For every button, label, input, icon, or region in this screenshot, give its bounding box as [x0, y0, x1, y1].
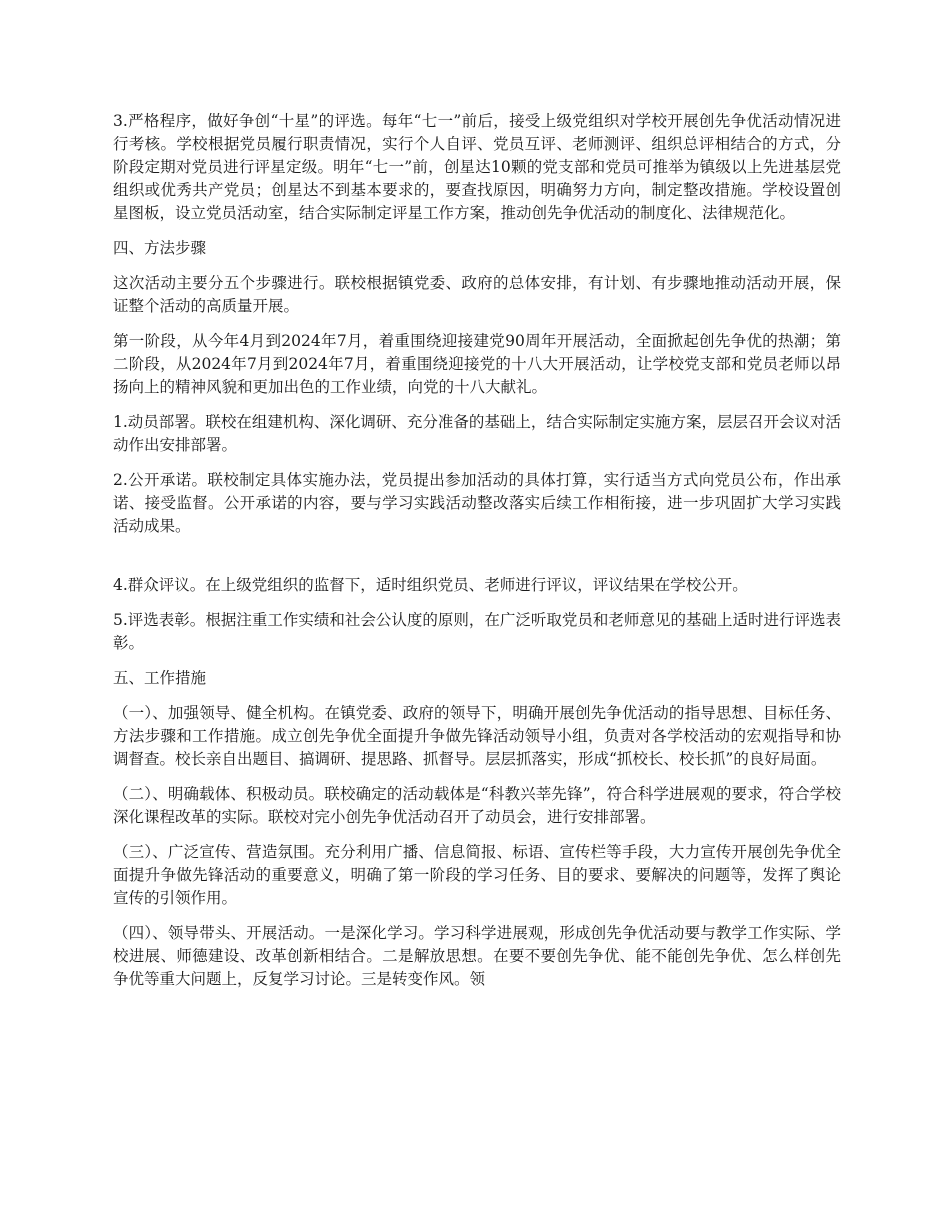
paragraph-five-steps: 这次活动主要分五个步骤进行。联校根据镇党委、政府的总体安排，有计划、有步骤地推动活动开展，保证整个活动的高质量开展。: [113, 274, 841, 315]
paragraph-measure-four: （四）、领导带头、开展活动。一是深化学习。学习科学进展观，形成创先争优活动要与教学工作实际、学校进展、师德建设、改革创新相结合。二是解放思想。在要不要创先争优、能不能创先争优、怎么样创先争优等重大问题上，反复学习讨论。三是转变作风。领: [113, 924, 841, 988]
paragraph-star-evaluation: 3.严格程序，做好争创“十星”的评选。每年“七一”前后，接受上级党组织对学校开展创先争优活动情况进行考核。学校根据党员履行职责情况，实行个人自评、党员互评、老师测评、组织总评相结合的方式，分阶段定期对党员进行评星定级。明年“七一”前，创星达10颗的党支部和党员可推举为镇级以上先进基层党组织或优秀共产党员；创星达不到基本要求的，要查找原因，明确努力方向，制定整改措施。学校设置创星图板，设立党员活动室，结合实际制定评星工作方案，推动创先争优活动的制度化、法律规范化。: [113, 112, 841, 222]
section-heading-method-steps: 四、方法步骤: [113, 239, 207, 257]
section-heading-work-measures: 五、工作措施: [113, 669, 207, 687]
paragraph-stages: 第一阶段，从今年4月到2024年7月，着重围绕迎接建党90周年开展活动，全面掀起创先争优的热潮；第二阶段，从2024年7月到2024年7月，着重围绕迎接党的十八大开展活动，让学校党支部和党员老师以昂扬向上的精神风貌和更加出色的工作业绩，向党的十八大献礼。: [113, 332, 841, 396]
document-body: [113, 110, 841, 1003]
paragraph-measure-three: （三）、广泛宣传、营造氛围。充分利用广播、信息简报、标语、宣传栏等手段，大力宣传开展创先争优全面提升争做先锋活动的重要意义，明确了第一阶段的学习任务、目的要求、要解决的问题等，发挥了舆论宣传的引领作用。: [113, 843, 841, 907]
paragraph-mobilization: 1.动员部署。联校在组建机构、深化调研、充分准备的基础上，结合实际制定实施方案，层层召开会议对活动作出安排部署。: [113, 413, 841, 454]
paragraph-public-review: 4.群众评议。在上级党组织的监督下，适时组织党员、老师进行评议，评议结果在学校公开。: [113, 576, 748, 594]
paragraph-public-commitment: 2.公开承诺。联校制定具体实施办法，党员提出参加活动的具体打算，实行适当方式向党员公布，作出承诺、接受监督。公开承诺的内容，要与学习实践活动整改落实后续工作相衔接，进一步巩固扩大学习实践活动成果。: [113, 471, 841, 535]
paragraph-commendation: 5.评选表彰。根据注重工作实绩和社会公认度的原则，在广泛听取党员和老师意见的基础上适时进行评选表彰。: [113, 611, 841, 652]
paragraph-measure-two: （二）、明确载体、积极动员。联校确定的活动载体是“科教兴莘先锋”，符合科学进展观的要求，符合学校深化课程改革的实际。联校对完小创先争优活动召开了动员会，进行安排部署。: [113, 785, 841, 826]
blank-gap: [113, 550, 841, 574]
paragraph-measure-one: （一）、加强领导、健全机构。在镇党委、政府的领导下，明确开展创先争优活动的指导思想、目标任务、方法步骤和工作措施。成立创先争优全面提升争做先锋活动领导小组，负责对各学校活动的宏观指导和协调督查。校长亲自出题目、搞调研、提思路、抓督导。层层抓落实，形成“抓校长、校长抓”的良好局面。: [113, 704, 841, 768]
